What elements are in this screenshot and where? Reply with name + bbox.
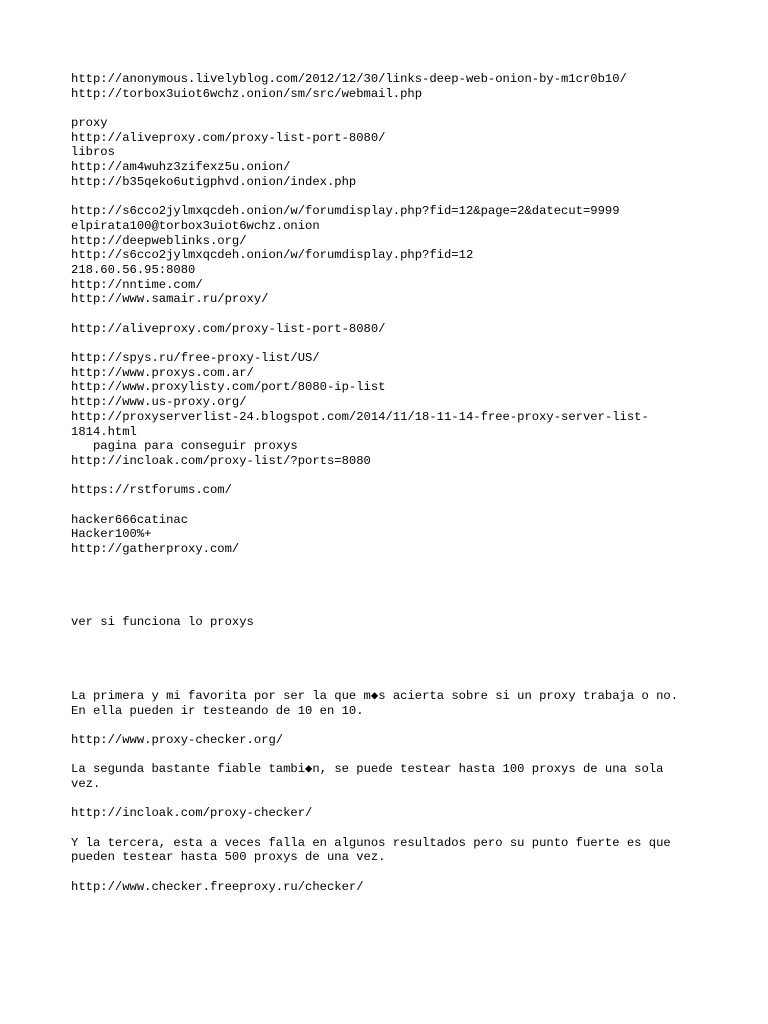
text-line: libros (71, 145, 115, 160)
text-line: 1814.html (71, 424, 137, 439)
blank-line (71, 645, 721, 660)
text-line: http://torbox3uiot6wchz.onion/sm/src/webmail.php (71, 86, 423, 101)
text-line: http://spys.ru/free-proxy-list/US/ (71, 351, 320, 366)
blank-line (71, 718, 721, 733)
blank-line (71, 748, 721, 763)
text-line: http://www.samair.ru/proxy/ (71, 292, 269, 307)
text-line: http://incloak.com/proxy-checker/ (71, 806, 313, 821)
text-line: Y la tercera, esta a veces falla en algunos resultados pero su punto fuerte es que (71, 835, 671, 850)
blank-line (71, 101, 721, 116)
text-line: http://gatherproxy.com/ (71, 542, 240, 556)
text-line: http://nntime.com/ (71, 277, 203, 292)
blank-line (71, 190, 721, 205)
text-line: vez. (71, 777, 101, 791)
text-line: http://aliveproxy.com/proxy-list-port-8080/ (71, 321, 386, 336)
text-line: proxy (71, 116, 108, 131)
blank-line (71, 674, 721, 689)
text-line: hacker666catinac (71, 512, 189, 527)
text-line: http://www.proxys.com.ar/ (71, 365, 254, 380)
text-line: ver si funciona lo proxys (71, 615, 254, 630)
text-line: http://s6cco2jylmxqcdeh.onion/w/forumdisplay.php?fid=12 (71, 248, 474, 263)
text-line: http://deepweblinks.org/ (71, 233, 247, 248)
blank-line (71, 571, 721, 586)
blank-line (71, 469, 721, 484)
blank-line (71, 660, 721, 675)
document-text (71, 72, 721, 895)
text-line: https://rstforums.com/ (71, 483, 232, 498)
text-line: En ella pueden ir testeando de 10 en 10. (71, 703, 364, 718)
text-line: http://am4wuhz3zifexz5u.onion/ (71, 160, 291, 175)
blank-line (71, 865, 721, 880)
text-line: http://anonymous.livelyblog.com/2012/12/30/links-deep-web-onion-by-m1cr0b10/ (71, 72, 627, 86)
text-line: http://proxyserverlist-24.blogspot.com/2014/11/18-11-14-free-proxy-server-list- (71, 409, 649, 424)
text-line: elpirata100@torbox3uiot6wchz.onion (71, 218, 320, 233)
blank-line (71, 336, 721, 351)
text-line: http://www.us-proxy.org/ (71, 395, 247, 410)
text-line: La segunda bastante fiable tambi◆n, se puede testear hasta 100 proxys de una sola (71, 762, 664, 777)
blank-line (71, 601, 721, 616)
text-line: http://b35qeko6utigphvd.onion/index.php (71, 174, 357, 189)
text-line: pueden testear hasta 500 proxys de una vez. (71, 850, 386, 865)
text-line: pagina para conseguir proxys (71, 439, 298, 454)
blank-line (71, 821, 721, 836)
blank-line (71, 792, 721, 807)
text-line: 218.60.56.95:8080 (71, 262, 196, 277)
blank-line (71, 630, 721, 645)
blank-line (71, 557, 721, 572)
text-line: Hacker100%+ (71, 527, 152, 542)
text-line: http://www.proxy-checker.org/ (71, 732, 284, 747)
text-line: http://s6cco2jylmxqcdeh.onion/w/forumdisplay.php?fid=12&page=2&datecut=9999 (71, 204, 620, 219)
text-line: http://incloak.com/proxy-list/?ports=8080 (71, 453, 371, 468)
text-line: http://aliveproxy.com/proxy-list-port-8080/ (71, 130, 386, 145)
blank-line (71, 307, 721, 322)
text-line: http://www.proxylisty.com/port/8080-ip-list (71, 380, 386, 395)
text-line: http://www.checker.freeproxy.ru/checker/ (71, 879, 364, 894)
text-line: La primera y mi favorita por ser la que m◆s acierta sobre si un proxy trabaja o no. (71, 688, 679, 703)
blank-line (71, 498, 721, 513)
blank-line (71, 586, 721, 601)
